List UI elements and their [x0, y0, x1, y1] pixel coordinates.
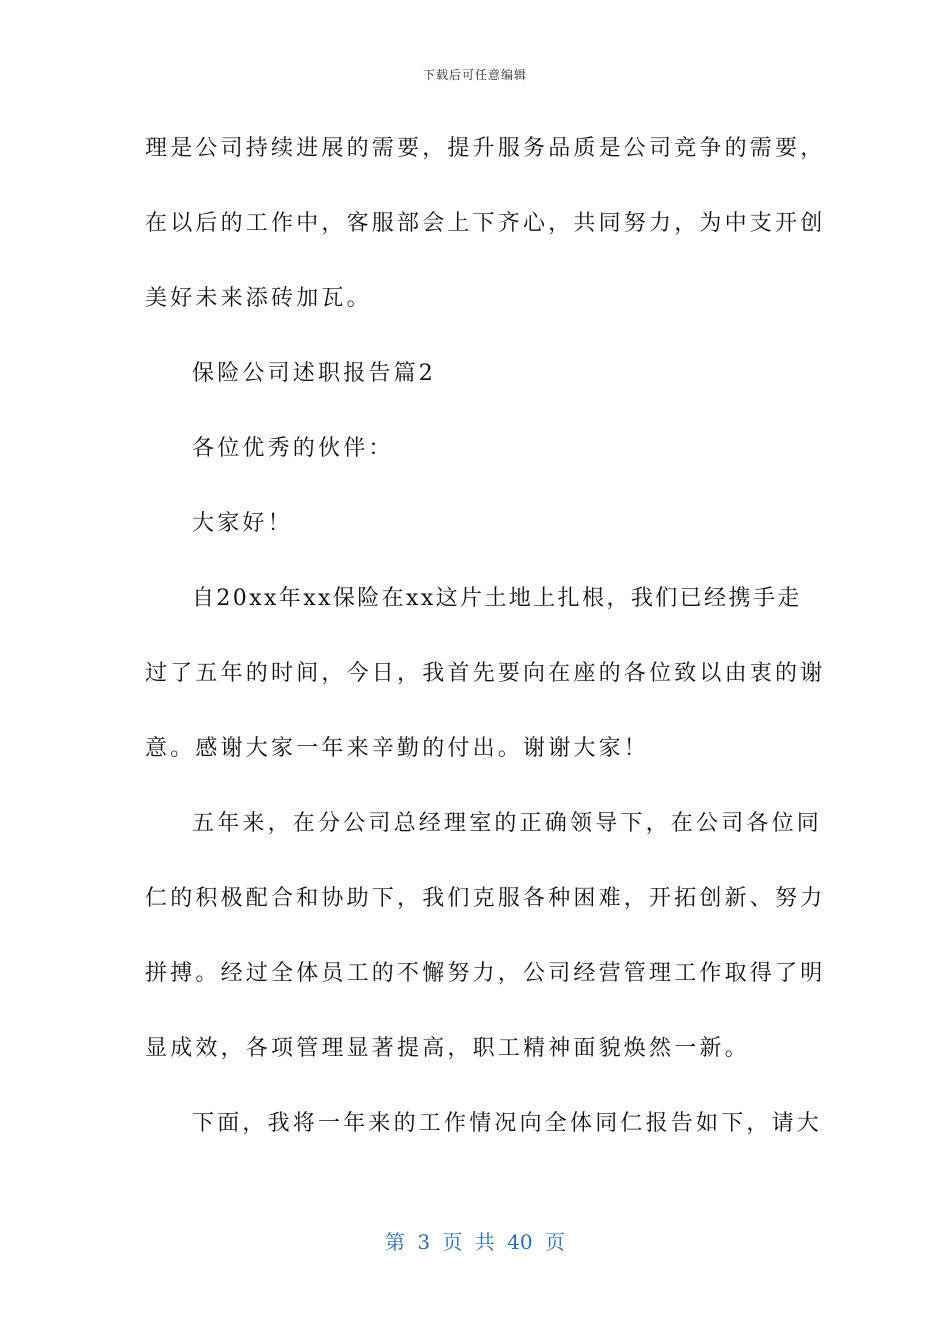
section-title: 保险公司述职报告篇2: [192, 361, 436, 386]
text-line: 下面，我将一年来的工作情况向全体同仁报告如下，请大: [192, 1111, 823, 1136]
text-line: 拼搏。经过全体员工的不懈努力，公司经营管理工作取得了明: [145, 961, 826, 986]
text-line: 仁的积极配合和协助下，我们克服各种困难，开拓创新、努力: [145, 886, 826, 911]
text-line: 理是公司持续进展的需要，提升服务品质是公司竞争的需要，: [145, 136, 826, 161]
page-header: 下载后可任意编辑: [422, 68, 527, 82]
text-line: 意。感谢大家一年来辛勤的付出。谢谢大家！: [145, 736, 650, 761]
text-line: 五年来，在分公司总经理室的正确领导下，在公司各位同: [192, 811, 823, 836]
text-line: 显成效，各项管理显著提高，职工精神面貌焕然一新。: [145, 1036, 750, 1061]
page-number: 第 3 页 共 40 页: [385, 1230, 565, 1254]
text-line: 各位优秀的伙伴：: [192, 436, 394, 461]
text-line: 过了五年的时间，今日，我首先要向在座的各位致以由衷的谢: [145, 661, 826, 686]
text-line: 自20xx年xx保险在xx这片土地上扎根，我们已经携手走: [192, 586, 802, 611]
text-line: 在以后的工作中，客服部会上下齐心，共同努力，为中支开创: [145, 211, 826, 236]
text-line: 大家好！: [192, 511, 293, 536]
text-line: 美好未来添砖加瓦。: [145, 286, 372, 311]
